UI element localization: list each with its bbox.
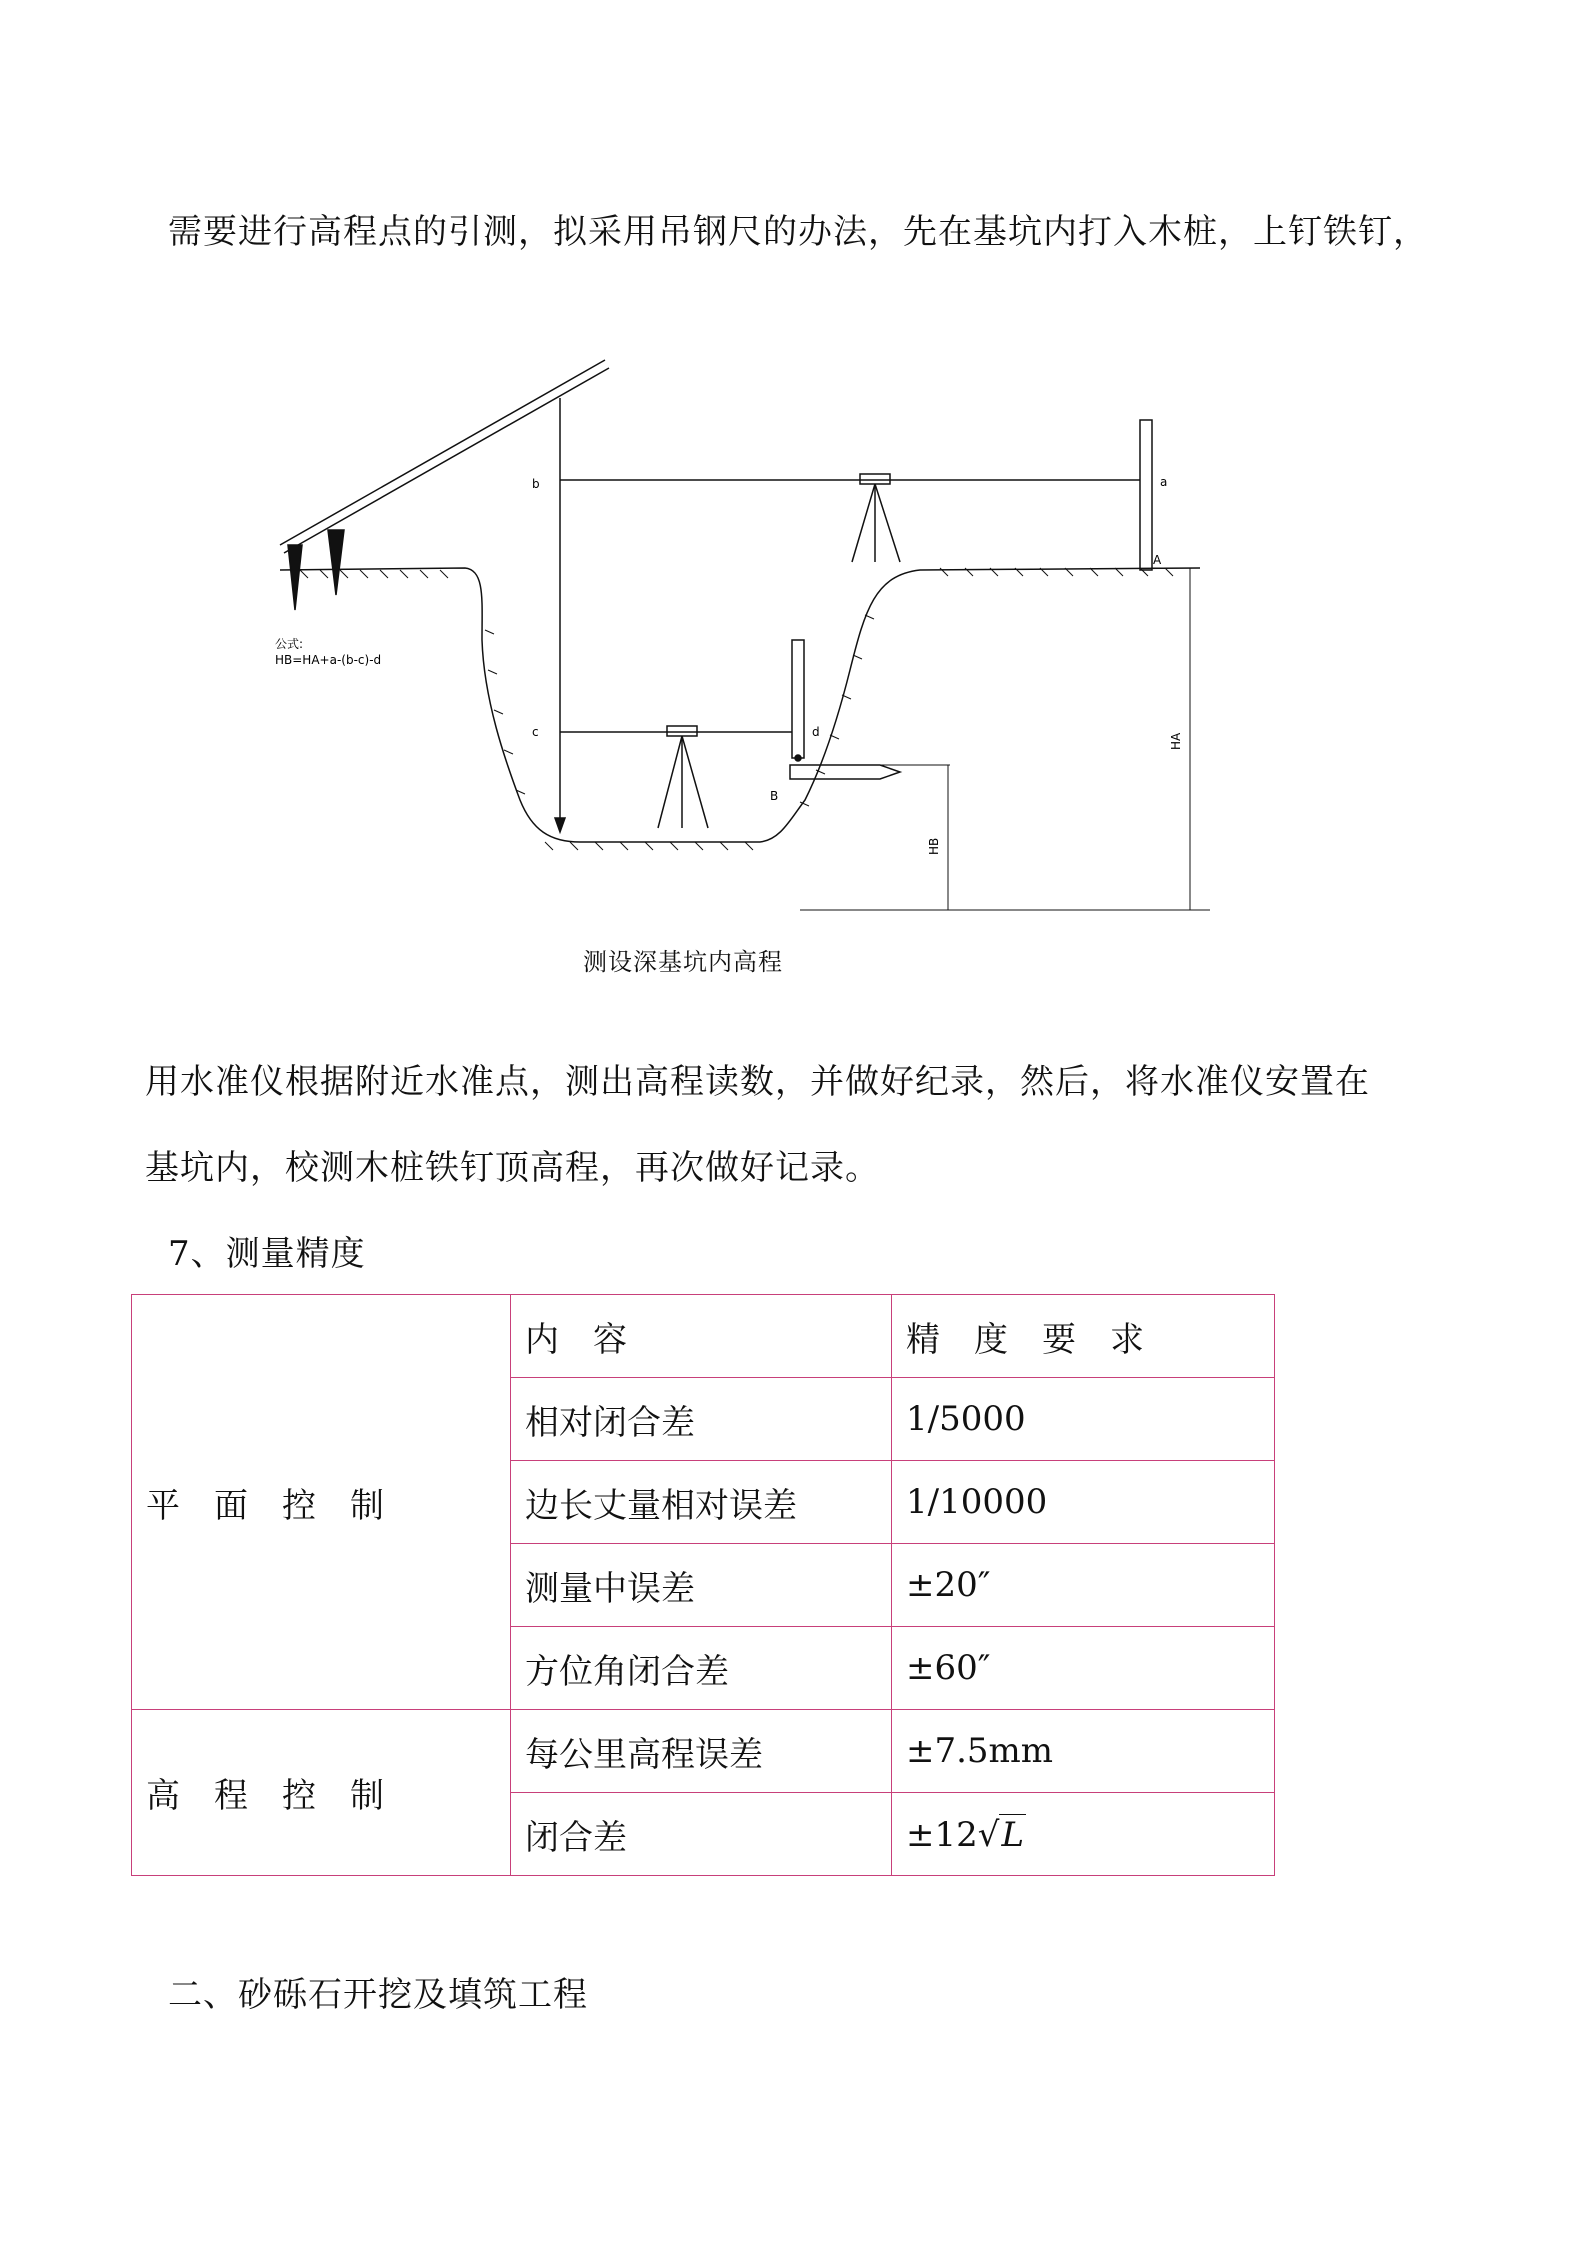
level-lower (667, 726, 697, 736)
paragraph-level-1: 用水准仪根据附近水准点，测出高程读数，并做好纪录，然后，将水准仪安置在 (145, 1062, 1370, 1102)
cell-value: ±60″ (892, 1627, 1275, 1710)
cell-value (892, 1793, 1275, 1876)
excavation-elevation-diagram (260, 340, 1240, 980)
cell-value: 1/5000 (892, 1378, 1275, 1461)
paragraph-intro: 需要进行高程点的引测，拟采用吊钢尺的办法，先在基坑内打入木桩，上钉铁钉， (168, 212, 1428, 252)
label-c: c (532, 725, 539, 739)
cell-item: 方位角闭合差 (511, 1627, 892, 1710)
tape-weight (555, 818, 565, 832)
table-row (132, 1295, 1275, 1378)
group-elevation-control: 高 程 控 制 (132, 1710, 511, 1876)
ground-profile (280, 568, 1200, 842)
label-d: d (812, 725, 820, 739)
precision-table (131, 1294, 1275, 1876)
label-HB: HB (927, 837, 941, 855)
cell-item: 测量中误差 (511, 1544, 892, 1627)
sqrt-radicand: L (1001, 1814, 1025, 1855)
cell-item: 相对闭合差 (511, 1378, 892, 1461)
cell-value: ±20″ (892, 1544, 1275, 1627)
label-B: B (770, 789, 779, 803)
stake-1 (288, 545, 302, 610)
boom-arm (280, 360, 605, 545)
ground-hatch (300, 568, 1173, 850)
value-prefix: ±12 (906, 1814, 978, 1855)
cell-item: 每公里高程误差 (511, 1710, 892, 1793)
group-plane-control: 平 面 控 制 (132, 1295, 511, 1710)
stake-b (790, 765, 900, 779)
cell-item: 边长丈量相对误差 (511, 1461, 892, 1544)
cell-item: 闭合差 (511, 1793, 892, 1876)
section-2-heading: 二、砂砾石开挖及填筑工程 (168, 1975, 588, 2015)
cell-value: ±7.5mm (892, 1710, 1275, 1793)
stake-2 (328, 530, 344, 595)
staff-a (1140, 420, 1152, 570)
level-upper (860, 474, 890, 484)
sqrt-symbol: √L (977, 1814, 1025, 1855)
header-requirement: 精 度 要 求 (892, 1295, 1275, 1378)
cell-value: 1/10000 (892, 1461, 1275, 1544)
label-A: A (1153, 553, 1162, 567)
paragraph-level-2: 基坑内，校测木桩铁钉顶高程，再次做好记录。 (145, 1148, 880, 1188)
label-HA: HA (1169, 732, 1183, 750)
formula: HB=HA+a-(b-c)-d (275, 653, 382, 667)
label-b: b (532, 477, 540, 491)
table-row (132, 1710, 1275, 1793)
formula-label: 公式: (275, 637, 304, 651)
figure-caption: 测设深基坑内高程 (583, 948, 783, 976)
header-content: 内 容 (511, 1295, 892, 1378)
section-7-heading: 7、测量精度 (168, 1234, 366, 1274)
label-a: a (1160, 475, 1168, 489)
staff-b (792, 640, 804, 758)
